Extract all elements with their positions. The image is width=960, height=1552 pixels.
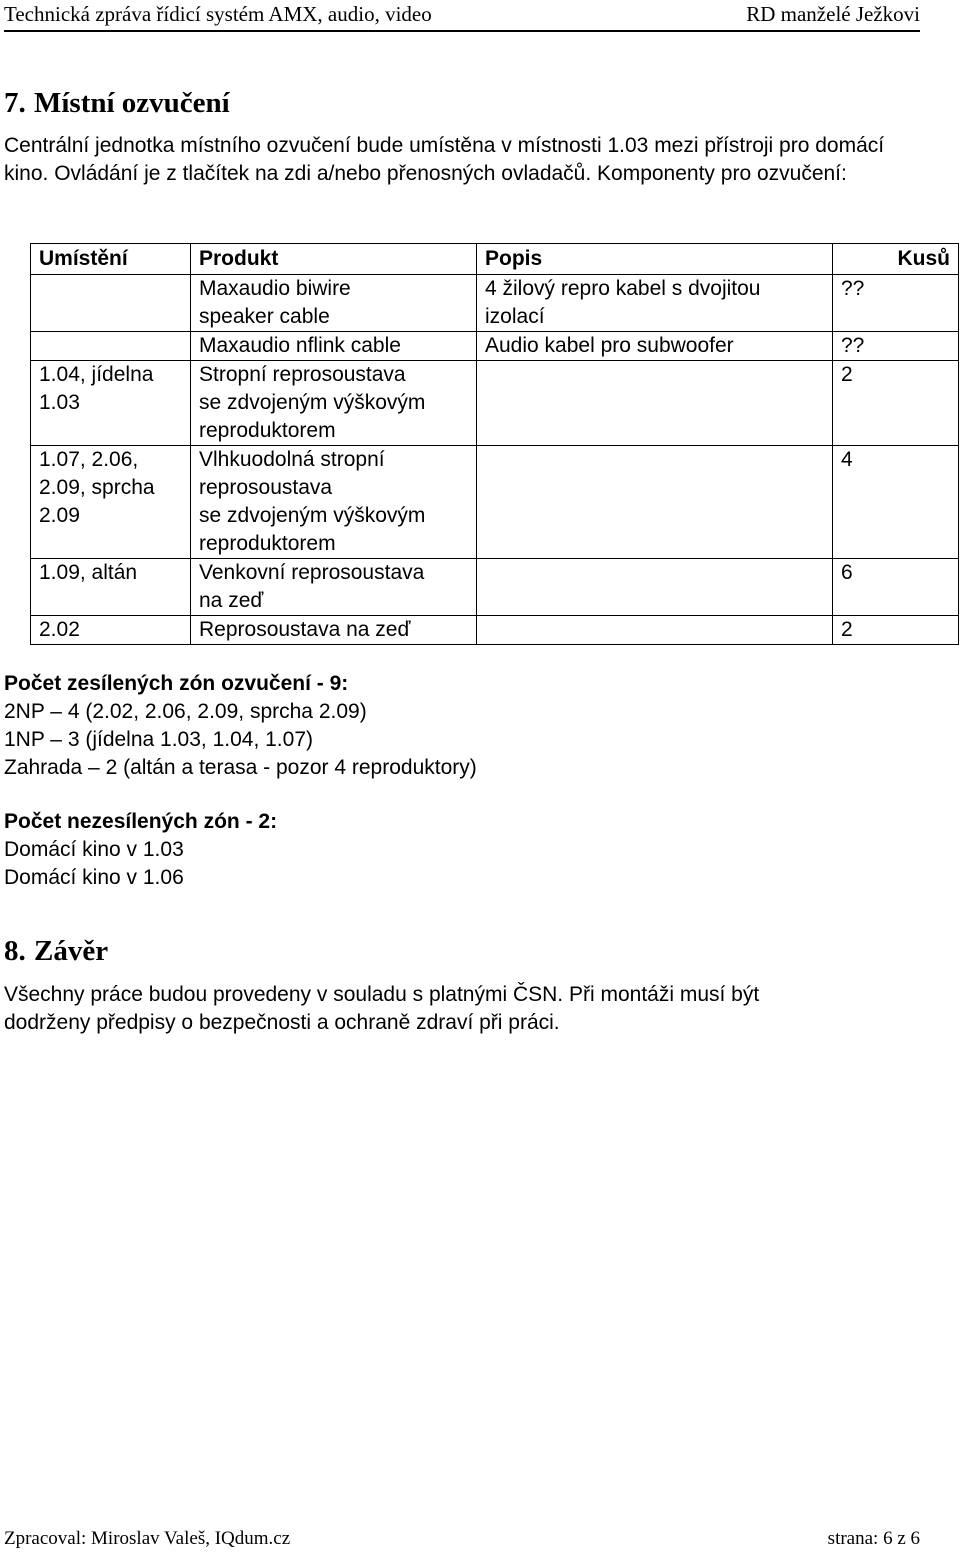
column-header-umisteni: Umístění	[31, 244, 191, 275]
header-client-name: RD manželé Ježkovi	[746, 2, 920, 26]
cell-popis	[477, 275, 833, 332]
cell-popis-line	[485, 616, 824, 644]
cell-umisteni-line	[39, 332, 182, 360]
section-7-number: 7.	[4, 87, 26, 119]
cell-produkt-line: speaker cable	[199, 305, 330, 328]
table-row	[31, 446, 959, 559]
cell-kusy: 6	[833, 559, 959, 616]
cell-produkt-line: Maxaudio nflink cable	[199, 334, 401, 357]
cell-produkt-line: se zdvojeným výškovým	[199, 504, 426, 527]
cell-produkt	[191, 275, 477, 332]
cell-popis-line	[485, 446, 824, 474]
section-8-text-line-2: dodrženy předpisy o bezpečnosti a ochraně zdraví při práci.	[4, 1011, 560, 1034]
cell-produkt	[191, 332, 477, 361]
cell-produkt-line: reproduktorem	[199, 419, 336, 442]
column-header-kusy: Kusů	[833, 244, 959, 275]
section-7-title: Místní ozvučení	[34, 87, 230, 119]
unamplified-zones-block	[4, 808, 277, 892]
footer-page-number: strana: 6 z 6	[827, 1528, 920, 1549]
cell-popis	[477, 361, 833, 446]
amplified-zones-title: Počet zesílených zón ozvučení - 9:	[4, 672, 349, 695]
amplified-zone-line: 1NP – 3 (jídelna 1.03, 1.04, 1.07)	[4, 728, 313, 751]
section-8-title: Závěr	[34, 935, 109, 967]
cell-produkt-line: reproduktorem	[199, 532, 336, 555]
cell-produkt	[191, 361, 477, 446]
footer-author: Zpracoval: Miroslav Valeš, IQdum.cz	[4, 1528, 291, 1549]
cell-produkt-line: reprosoustava	[199, 476, 333, 499]
cell-popis-line	[485, 361, 824, 389]
cell-popis-line: 4 žilový repro kabel s dvojitou	[485, 277, 761, 300]
cell-popis	[477, 446, 833, 559]
table-row	[31, 361, 959, 446]
cell-produkt-line: Vlhkuodolná stropní	[199, 448, 385, 471]
section-8-number: 8.	[4, 935, 26, 967]
unamplified-zone-line: Domácí kino v 1.06	[4, 866, 184, 889]
cell-umisteni	[31, 616, 191, 645]
cell-kusy: 2	[833, 616, 959, 645]
table-header-row	[31, 244, 959, 275]
cell-produkt-line: na zeď	[199, 589, 264, 612]
cell-umisteni-line: 1.07, 2.06,	[39, 448, 139, 471]
page-footer	[4, 1522, 920, 1552]
cell-produkt	[191, 559, 477, 616]
cell-kusy: 4	[833, 446, 959, 559]
section-7-heading	[4, 86, 230, 120]
cell-produkt-line: Reprosoustava na zeď	[199, 618, 411, 641]
cell-produkt-line: se zdvojeným výškovým	[199, 391, 426, 414]
amplified-zones-block	[4, 670, 477, 782]
table-row	[31, 616, 959, 645]
section-8-text-line-1: Všechny práce budou provedeny v souladu s platnými ČSN. Při montáži musí být	[4, 983, 760, 1006]
table-row	[31, 332, 959, 361]
table-row	[31, 275, 959, 332]
cell-produkt	[191, 446, 477, 559]
cell-umisteni-line: 2.09, sprcha	[39, 476, 155, 499]
unamplified-zone-line: Domácí kino v 1.03	[4, 838, 184, 861]
cell-popis	[477, 332, 833, 361]
cell-umisteni-line: 1.04, jídelna	[39, 363, 154, 386]
cell-umisteni-line: 2.02	[39, 618, 80, 641]
cell-umisteni-line: 1.09, altán	[39, 561, 138, 584]
cell-popis	[477, 559, 833, 616]
cell-produkt-line: Maxaudio biwire	[199, 277, 351, 300]
cell-kusy: ??	[833, 275, 959, 332]
section-8-text	[4, 981, 946, 1037]
cell-popis-line: Audio kabel pro subwoofer	[485, 334, 734, 357]
cell-popis	[477, 616, 833, 645]
amplified-zone-line: Zahrada – 2 (altán a terasa - pozor 4 reproduktory)	[4, 756, 477, 779]
cell-kusy: 2	[833, 361, 959, 446]
cell-umisteni-line: 2.09	[39, 504, 80, 527]
cell-umisteni	[31, 332, 191, 361]
cell-umisteni	[31, 559, 191, 616]
cell-umisteni	[31, 446, 191, 559]
cell-produkt	[191, 616, 477, 645]
cell-umisteni	[31, 361, 191, 446]
cell-popis-line	[485, 559, 824, 587]
amplified-zone-line: 2NP – 4 (2.02, 2.06, 2.09, sprcha 2.09)	[4, 700, 367, 723]
cell-umisteni-line	[39, 275, 182, 303]
page-header	[4, 0, 920, 32]
cell-umisteni	[31, 275, 191, 332]
cell-umisteni-line	[39, 303, 182, 331]
column-header-produkt: Produkt	[191, 244, 477, 275]
cell-produkt-line: Stropní reprosoustava	[199, 363, 406, 386]
table-row	[31, 559, 959, 616]
cell-umisteni-line: 1.03	[39, 391, 80, 414]
column-header-popis: Popis	[477, 244, 833, 275]
cell-kusy: ??	[833, 332, 959, 361]
components-table	[30, 243, 959, 645]
section-7-intro: Centrální jednotka místního ozvučení bude umístěna v místnosti 1.03 mezi přístroji pro domácí kino. Ovládání je z tlačítek na zdi a/nebo přenosných ovladačů. Komponenty pro ozvučení:	[4, 134, 885, 185]
cell-produkt-line: Venkovní reprosoustava	[199, 561, 425, 584]
cell-popis-line: izolací	[485, 305, 545, 328]
unamplified-zones-title: Počet nezesílených zón - 2:	[4, 810, 278, 833]
section-8-heading	[4, 934, 108, 968]
header-document-title: Technická zpráva řídicí systém AMX, audio, video	[4, 2, 432, 26]
